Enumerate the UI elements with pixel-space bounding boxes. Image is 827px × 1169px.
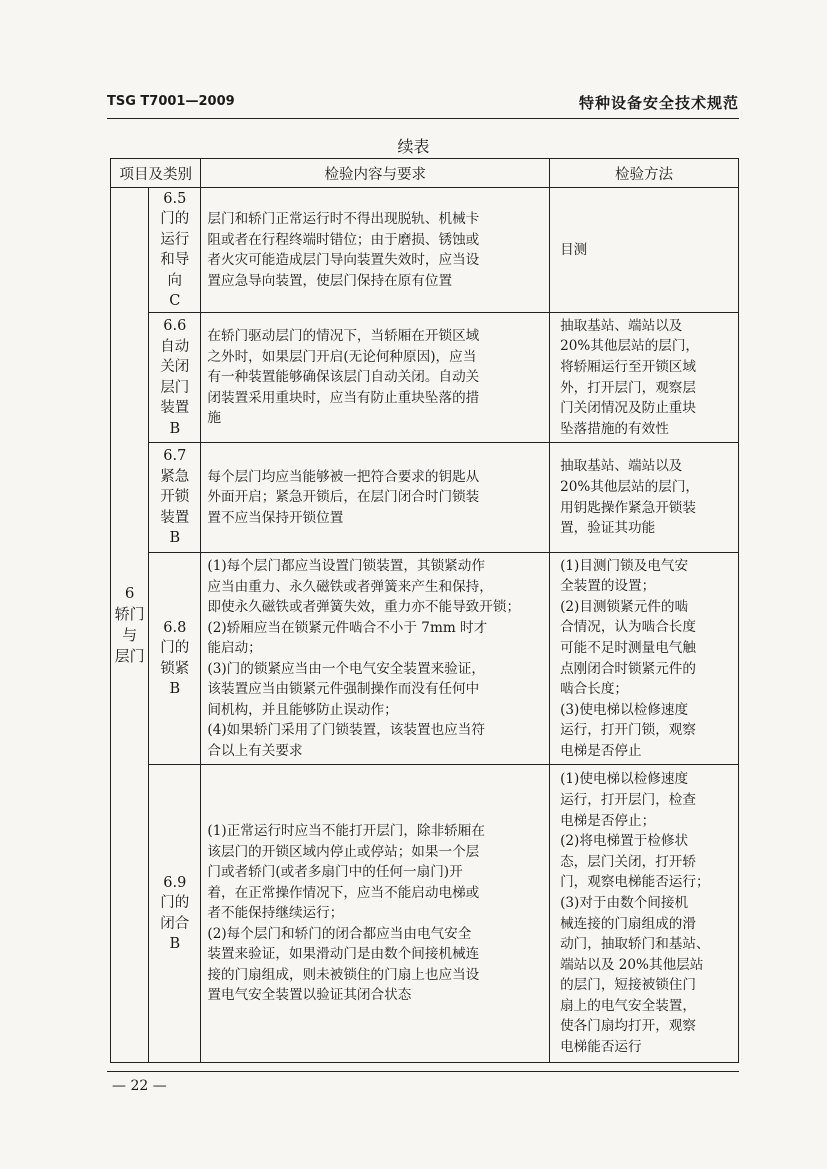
method-line: 电梯是否停止 <box>560 742 642 759</box>
content-line: 阻或者在行程终端时错位；由于磨损、锈蚀或 <box>207 231 480 248</box>
method-line: 使各门扇均打开，观察 <box>560 1018 696 1035</box>
content-line: 间机构，并且能够防止误动作； <box>207 701 398 718</box>
header-method: 检验方法 <box>550 159 739 188</box>
header-content: 检验内容与要求 <box>201 159 550 188</box>
method-line: 电梯能否运行 <box>560 1039 642 1056</box>
content-line: 置不应当保持开锁位置 <box>207 509 344 526</box>
content-cell <box>201 313 550 443</box>
content-line: 有一种装置能够确保该层门自动关闭。自动关 <box>207 369 480 386</box>
content-line: 施 <box>207 410 221 427</box>
item-line: 关闭 <box>160 359 190 375</box>
content-line: (1)正常运行时应当不能打开层门，除非轿厢在 <box>207 823 485 840</box>
method-line: 的层门，短接被锁住门 <box>560 977 696 994</box>
content-line: 该装置应当由锁紧元件强制操作而没有任何中 <box>207 681 480 697</box>
method-cell <box>550 443 739 553</box>
item-line: 和导 <box>160 252 190 268</box>
item-line: B <box>169 420 181 437</box>
item-line: 开锁 <box>160 489 190 506</box>
item-cell <box>149 443 201 553</box>
method-line: 可能不足时测量电气触 <box>560 639 696 656</box>
standard-code: TSG T7001—2009 <box>107 94 235 109</box>
content-line: (2)轿厢应当在锁紧元件啮合不小于 7mm 时才 <box>207 619 488 636</box>
method-line: 门，观察电梯能否运行； <box>560 874 710 891</box>
method-line: 目测 <box>560 241 588 258</box>
item-cell <box>149 313 201 443</box>
content-line: 着，在正常操作情况下，应当不能启动电梯或 <box>207 884 480 901</box>
method-line: 端站以及 20%其他层站 <box>560 956 704 973</box>
method-line: 运行，打开门锁，观察 <box>560 722 696 739</box>
category-cell <box>111 188 149 1063</box>
item-cell <box>149 765 201 1063</box>
method-line: 合情况，认为啮合长度 <box>560 619 696 636</box>
item-line: 层门 <box>160 379 190 396</box>
table-row <box>111 443 739 553</box>
item-line: C <box>169 293 181 309</box>
page-number: — 22 — <box>112 1078 167 1094</box>
content-line: 每个层门均应当能够被一把符合要求的钥匙从 <box>207 468 480 485</box>
method-line: 电梯是否停止； <box>560 812 656 829</box>
content-cell <box>201 188 550 313</box>
content-line: 闭装置采用重块时，应当有防止重块坠落的措 <box>207 389 480 406</box>
item-line: 6.7 <box>163 448 187 465</box>
method-line: 运行，打开层门，检查 <box>560 791 696 808</box>
method-line: 点刚闭合时锁紧元件的 <box>560 660 696 677</box>
category-line: 轿门 <box>114 605 145 623</box>
content-line: 者火灾可能造成层门导向装置失效时，应当设 <box>207 252 480 268</box>
item-line: 门的 <box>160 640 190 656</box>
method-line: 外，打开层门，观察层 <box>560 379 696 396</box>
content-line: 外面开启；紧急开锁后，在层门闭合时门锁装 <box>207 489 480 506</box>
content-line: 接的门扇组成，则未被锁住的门扇上也应当设 <box>207 966 480 983</box>
item-cell <box>149 188 201 313</box>
item-line: 自动 <box>160 338 190 355</box>
item-line: 锁紧 <box>160 660 190 677</box>
item-line: 闭合 <box>160 915 190 932</box>
standard-series-title: 特种设备安全技术规范 <box>578 94 739 112</box>
inspection-table <box>110 158 739 1063</box>
category-line: 6 <box>124 584 135 602</box>
content-line: 之外时，如果层门开启(无论何种原因)，应当 <box>207 348 477 365</box>
method-cell <box>550 188 739 313</box>
content-cell <box>201 443 550 553</box>
method-line: 抽取基站、端站以及 <box>560 317 683 334</box>
method-line: 门关闭情况及防止重块 <box>560 400 696 417</box>
content-line: 合以上有关要求 <box>207 742 303 759</box>
method-line: (3)使电梯以检修速度 <box>560 701 689 718</box>
item-cell <box>149 553 201 765</box>
content-line: 能启动； <box>207 640 262 656</box>
method-line: 将轿厢运行至开锁区域 <box>560 358 696 375</box>
method-line: 置，验证其功能 <box>560 520 656 537</box>
table-row <box>111 188 739 313</box>
table-row <box>111 313 739 443</box>
item-line: B <box>169 530 181 547</box>
item-line: 紧急 <box>160 468 190 485</box>
category-line: 与 <box>122 626 138 644</box>
method-cell <box>550 553 739 765</box>
content-line: 在轿门驱动层门的情况下，当轿厢在开锁区域 <box>207 328 480 345</box>
content-line: 即使永久磁铁或者弹簧失效，重力亦不能导致开锁； <box>207 599 521 615</box>
item-line: B <box>169 681 181 697</box>
content-line: (3)门的锁紧应当由一个电气安全装置来验证， <box>207 660 485 677</box>
content-cell <box>201 553 550 765</box>
content-cell <box>201 765 550 1063</box>
content-line: 应当由重力、永久磁铁或者弹簧来产生和保持， <box>207 578 493 595</box>
method-line: (1)目测门锁及电气安 <box>560 557 689 574</box>
method-line: (1)使电梯以检修速度 <box>560 771 689 788</box>
item-line: 运行 <box>160 231 190 248</box>
category-line: 层门 <box>114 647 145 665</box>
content-line: 置应急导向装置，使层门保持在原有位置 <box>207 272 453 289</box>
content-line: 装置来验证，如果滑动门是由数个间接机械连 <box>207 946 480 963</box>
method-cell <box>550 765 739 1063</box>
method-line: 啮合长度； <box>560 681 629 698</box>
content-line: 门或者轿门(或者多扇门中的任何一扇门)开 <box>207 864 463 881</box>
content-line: (4)如果轿门采用了门锁装置，该装置也应当符 <box>207 722 485 738</box>
page-header <box>107 92 739 119</box>
content-line: (1)每个层门都应当设置门锁装置，其锁紧动作 <box>207 558 485 574</box>
content-line: 该层门的开锁区域内停止或停站；如果一个层 <box>207 843 480 860</box>
item-line: B <box>169 936 181 952</box>
method-line: 坠落措施的有效性 <box>560 420 669 437</box>
page-footer-rule <box>107 1071 739 1072</box>
item-line: 装置 <box>160 400 190 416</box>
item-line: 6.5 <box>163 190 187 207</box>
method-line: 扇上的电气安全装置， <box>560 997 696 1014</box>
item-line: 6.9 <box>163 874 187 891</box>
item-line: 6.6 <box>163 318 187 334</box>
item-line: 6.8 <box>163 619 187 636</box>
method-line: 全装置的设置； <box>560 578 656 595</box>
method-line: 用钥匙操作紧急开锁装 <box>560 499 696 516</box>
item-line: 门的 <box>160 211 190 227</box>
header-item-category: 项目及类别 <box>111 159 201 188</box>
table-header-row <box>111 159 739 188</box>
method-line: 抽取基站、端站以及 <box>560 458 683 475</box>
content-line: 置电气安全装置以验证其闭合状态 <box>207 987 412 1004</box>
method-line: 态，层门关闭，打开轿 <box>560 853 696 870</box>
item-line: 门的 <box>160 895 190 911</box>
table-row <box>111 765 739 1063</box>
method-line: (3)对于由数个间接机 <box>560 894 689 911</box>
content-line: (2)每个层门和轿门的闭合都应当由电气安全 <box>207 925 472 942</box>
table-row <box>111 553 739 765</box>
method-line: 20%其他层站的层门， <box>560 338 700 355</box>
method-line: 械连接的门扇组成的滑 <box>560 915 696 932</box>
item-line: 向 <box>167 272 183 289</box>
method-cell <box>550 313 739 443</box>
method-line: (2)目测锁紧元件的啮 <box>560 598 689 615</box>
method-line: 动门，抽取轿门和基站、 <box>560 936 710 953</box>
table-caption: 续表 <box>397 137 430 156</box>
item-line: 装置 <box>160 509 190 526</box>
content-line: 层门和轿门正常运行时不得出现脱轨、机械卡 <box>207 211 480 227</box>
method-line: 20%其他层站的层门， <box>560 478 700 495</box>
content-line: 者不能保持继续运行； <box>207 905 344 922</box>
method-line: (2)将电梯置于检修状 <box>560 833 689 850</box>
